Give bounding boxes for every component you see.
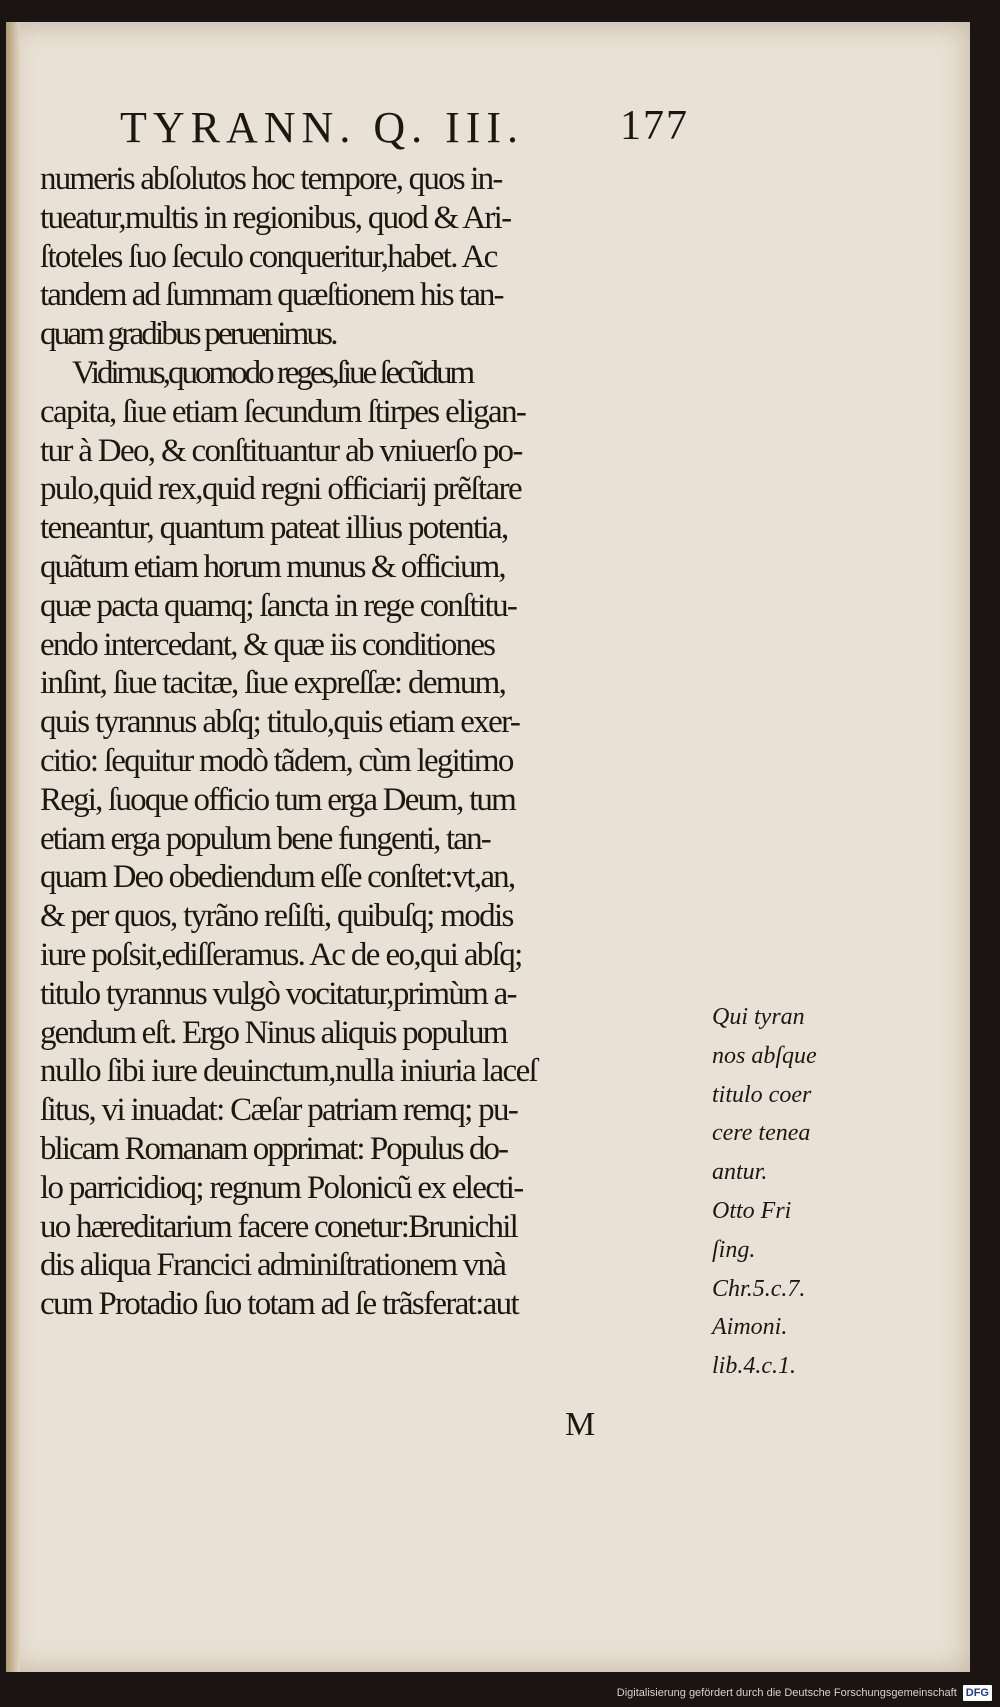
text-line: & per quos, tyrãno reſiſti, quibuſq; modis <box>40 898 513 935</box>
marginal-note-line: lib.4.c.1. <box>712 1353 796 1380</box>
text-line: nullo ſibi iure deuinctum,nulla iniuria laceſ <box>40 1053 537 1090</box>
text-line: citio: ſequitur modò tãdem, cùm legitimo <box>40 742 513 779</box>
text-line: numeris abſolutos hoc tempore, quos in- <box>40 161 502 197</box>
text-line: uo hæreditarium facere conetur:Brunichil <box>40 1208 518 1245</box>
marginal-note-line: ſing. <box>712 1236 756 1263</box>
text-line: titulo tyrannus vulgò vocitatur,primùm a- <box>40 975 516 1012</box>
text-line: Regi, ſuoque officio tum erga Deum, tum <box>40 781 516 818</box>
marginal-note-line: Otto Fri <box>712 1197 792 1224</box>
text-line: quam Deo obediendum eſſe conſtet:vt,an, <box>40 859 515 896</box>
text-line: etiam erga populum bene fungenti, tan- <box>40 820 490 857</box>
text-line: capita, ſiue etiam ſecundum ſtirpes eligan- <box>40 393 526 430</box>
footer-credit: Digitalisierung gefördert durch die Deutsche Forschungsgemeinschaft <box>616 1687 957 1699</box>
text-line: tueatur,multis in regionibus, quod & Ari- <box>40 199 511 236</box>
marginal-note-line: cere tenea <box>712 1120 811 1147</box>
text-line: quis tyrannus abſq; titulo,quis etiam exer- <box>40 704 520 741</box>
text-line: Vidimus,quomodo reges,ſiue ſecũdum <box>72 354 473 391</box>
text-line: ſtoteles ſuo ſeculo conqueritur,habet. Ac <box>40 238 497 275</box>
text-line: endo intercedant, & quæ iis conditiones <box>40 626 495 663</box>
marginal-note-line: Aimoni. <box>712 1314 788 1341</box>
marginal-notes <box>712 998 882 1386</box>
text-line: pulo,quid rex,quid regni officiarij prẽſtare <box>40 471 522 508</box>
text-line: dis aliqua Francici adminiſtrationem vnà <box>40 1247 506 1284</box>
text-line: quam gradibus peruenimus. <box>40 316 336 353</box>
dfg-logo: DFG <box>963 1685 992 1701</box>
text-line: tur à Deo, & conſtituantur ab vniuerſo po- <box>40 432 522 469</box>
page-header <box>120 102 720 162</box>
marginal-note-line: nos abſque <box>712 1042 817 1069</box>
text-line: quãtum etiam horum munus & officium, <box>40 548 505 585</box>
digitization-footer <box>617 1683 992 1703</box>
text-line: ſitus, vi inuadat: Cæſar patriam remq; pu- <box>40 1092 518 1129</box>
text-line: lo parricidioq; regnum Polonicũ ex electi- <box>40 1169 523 1206</box>
text-line: quæ pacta quamq; ſancta in rege conſtitu- <box>40 587 517 624</box>
page-number: 177 <box>620 103 689 149</box>
text-line: iure poſsit,ediſſeramus. Ac de eo,qui abſq; <box>40 936 522 973</box>
signature-mark: M <box>565 1406 596 1443</box>
page-binding-edge <box>6 22 20 1672</box>
marginal-note-line: Chr.5.c.7. <box>712 1275 806 1302</box>
text-line: inſint, ſiue tacitæ, ſiue expreſſæ: demum, <box>40 665 506 702</box>
main-text-block <box>40 160 720 1324</box>
text-line: gendum eſt. Ergo Ninus aliquis populum <box>40 1014 507 1051</box>
marginal-note-line: antur. <box>712 1159 768 1186</box>
text-line: cum Protadio ſuo totam ad ſe trãsferat:aut <box>40 1286 518 1323</box>
marginal-note-line: Qui tyran <box>712 1004 805 1030</box>
text-line: teneantur, quantum pateat illius potentia, <box>40 510 508 547</box>
running-head: TYRANN. Q. III. <box>120 103 525 152</box>
marginal-note-line: titulo coer <box>712 1081 812 1108</box>
text-line: blicam Romanam opprimat: Populus do- <box>40 1130 508 1167</box>
text-line: tandem ad ſummam quæſtionem his tan- <box>40 277 503 314</box>
